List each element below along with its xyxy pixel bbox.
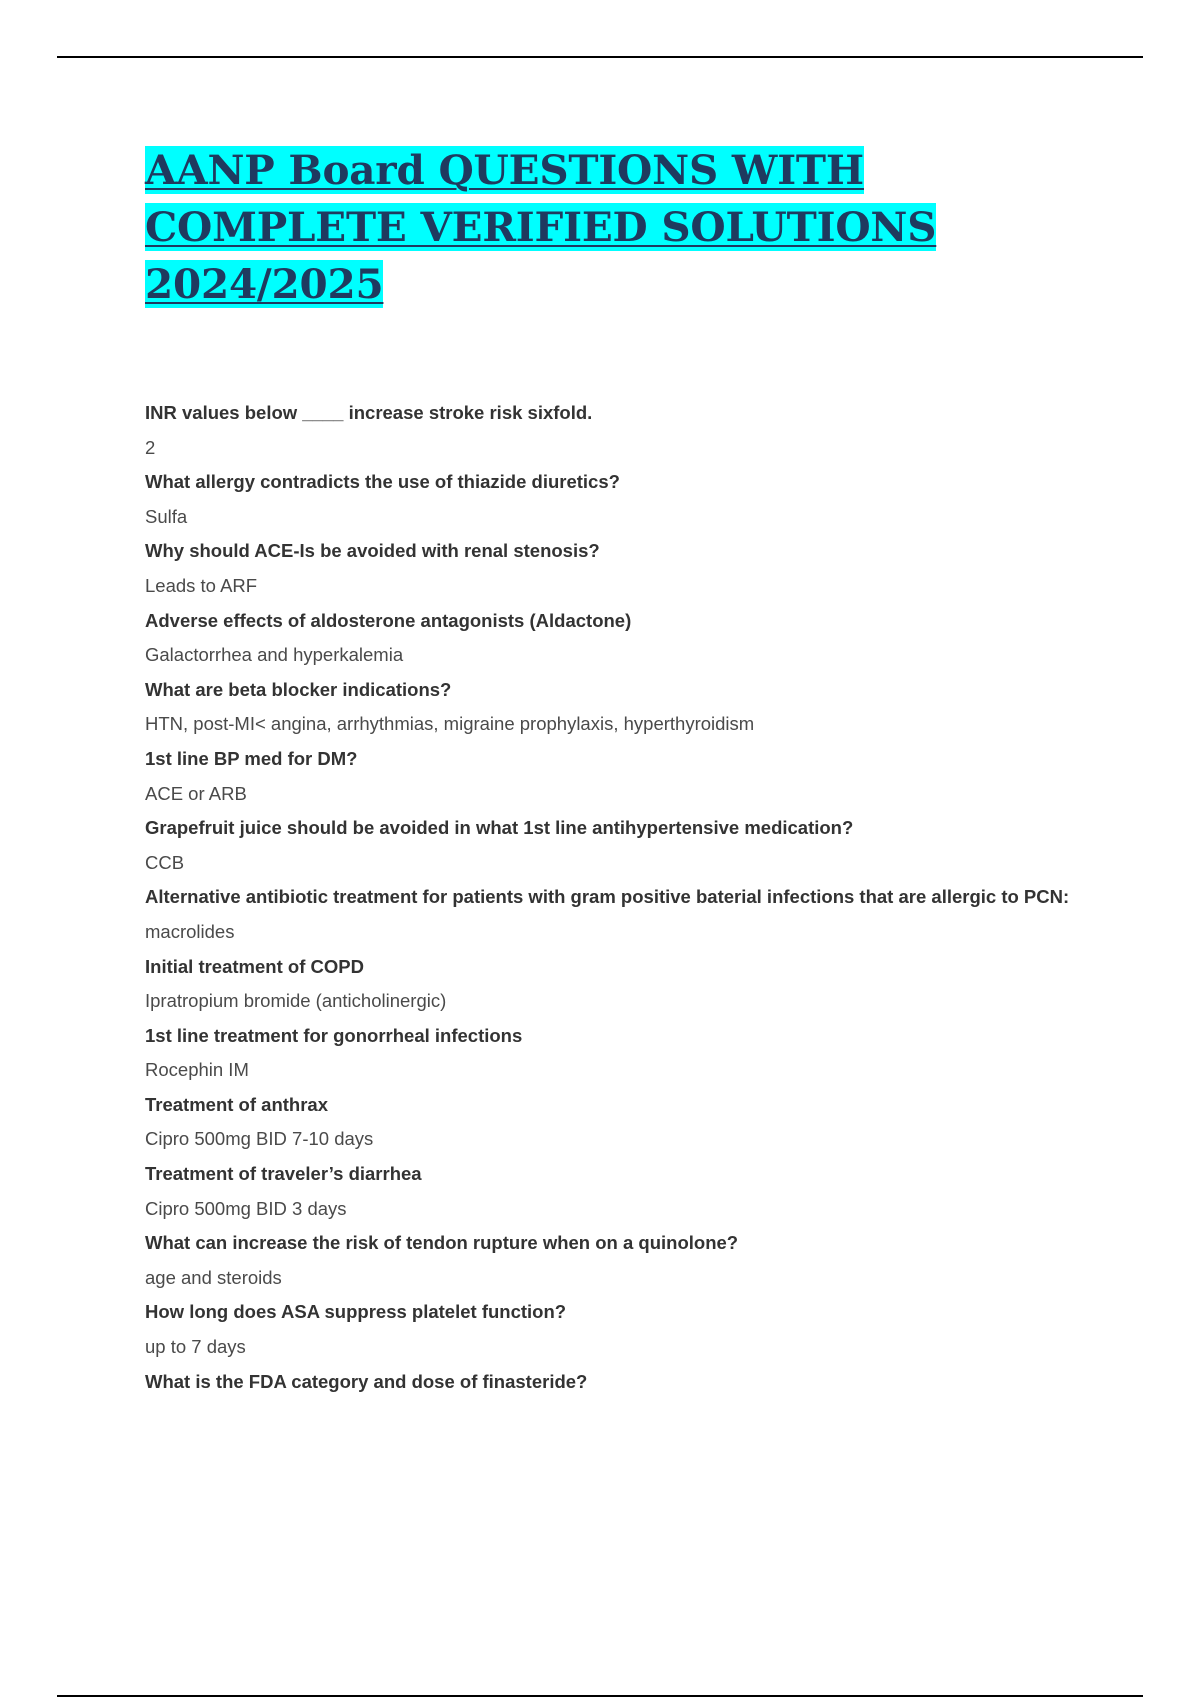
question: Initial treatment of COPD: [145, 955, 364, 977]
answer: CCB: [145, 851, 185, 873]
answer: up to 7 days: [145, 1336, 246, 1358]
question: Grapefruit juice should be avoided in what 1st line antihypertensive medication?: [145, 817, 854, 839]
question: Alternative antibiotic treatment for patients with gram positive baterial infections that are allergic to PCN:: [145, 886, 1070, 908]
question: INR values below ____ increase stroke risk sixfold.: [145, 402, 593, 423]
question: 1st line treatment for gonorrheal infections: [145, 1024, 523, 1046]
question: How long does ASA suppress platelet function?: [145, 1301, 567, 1323]
answer: 2: [145, 436, 156, 458]
question: What can increase the risk of tendon rupture when on a quinolone?: [145, 1232, 739, 1254]
question: What are beta blocker indications?: [145, 678, 452, 700]
document-title: [145, 142, 1105, 313]
question: What allergy contradicts the use of thiazide diuretics?: [145, 471, 620, 493]
question: What is the FDA category and dose of finasteride?: [145, 1370, 588, 1392]
answer: Leads to ARF: [145, 574, 258, 596]
answer: HTN, post-MI< angina, arrhythmias, migraine prophylaxis, hyperthyroidism: [145, 713, 755, 735]
answer: Cipro 500mg BID 7-10 days: [145, 1128, 374, 1150]
footer-rule: [57, 1695, 1143, 1697]
question: Treatment of traveler’s diarrhea: [145, 1163, 422, 1185]
answer: Ipratropium bromide (anticholinergic): [145, 990, 447, 1012]
answer: Cipro 500mg BID 3 days: [145, 1197, 347, 1219]
answer: ACE or ARB: [145, 782, 247, 804]
answer: macrolides: [145, 920, 235, 942]
question: 1st line BP med for DM?: [145, 747, 358, 769]
answer: Sulfa: [145, 505, 188, 527]
answer: Rocephin IM: [145, 1059, 249, 1081]
document-title-text: AANP Board QUESTIONS WITH COMPLETE VERIFIED SOLUTIONS 2024/2025: [145, 146, 937, 308]
question: Why should ACE-Is be avoided with renal stenosis?: [145, 540, 600, 562]
answer: age and steroids: [145, 1266, 282, 1288]
qa-list: [145, 396, 1085, 1399]
question: Adverse effects of aldosterone antagonists (Aldactone): [145, 609, 632, 631]
answer: Galactorrhea and hyperkalemia: [145, 644, 404, 666]
question: Treatment of anthrax: [145, 1093, 328, 1115]
header-rule: [57, 56, 1143, 58]
